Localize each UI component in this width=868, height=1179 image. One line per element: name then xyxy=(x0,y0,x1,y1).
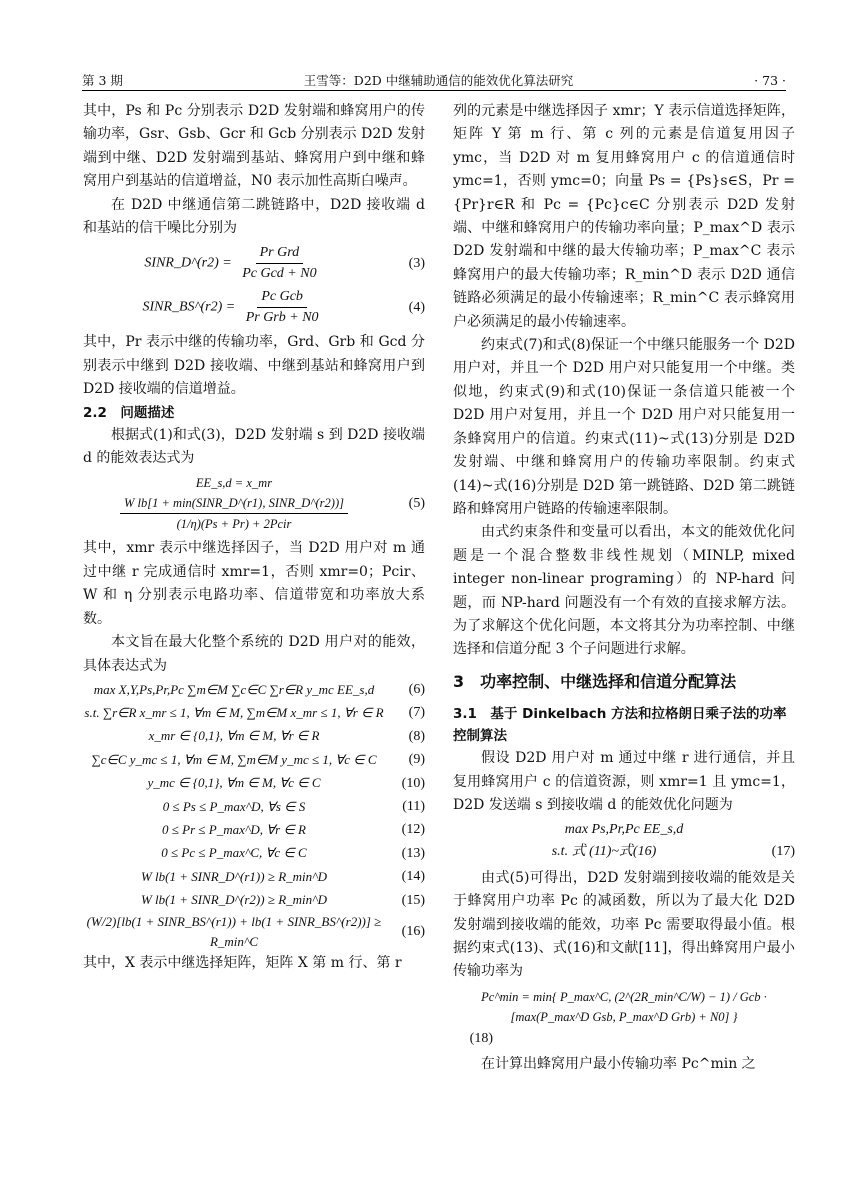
equation-text: W lb(1 + SINR_D^(r1)) ≥ R_min^D xyxy=(140,868,328,884)
section-heading-3: 3 功率控制、中继选择和信道分配算法 xyxy=(453,671,737,691)
equation-number: (9) xyxy=(408,752,425,768)
equation-text: ∑c∈C y_mc ≤ 1, ∀m ∈ M, ∑m∈M y_mc ≤ 1, ∀c ∈ C xyxy=(91,751,377,767)
equation-row xyxy=(83,701,425,724)
issue-number: 第 3 期 xyxy=(82,73,123,88)
equation-3 xyxy=(83,243,425,284)
equation-row xyxy=(83,772,425,795)
running-header xyxy=(82,70,786,90)
paragraph: 在 D2D 中继通信第二跳链路中，D2D 接收端 d 和基站的信干噪比分别为 xyxy=(83,196,425,237)
eq-lhs: SINR_BS^(r2) = xyxy=(142,300,236,316)
equation-text: max X,Y,Ps,Pr,Pc ∑m∈M ∑c∈C ∑r∈R y_mc EE_s,d xyxy=(93,681,375,697)
equation-number: (7) xyxy=(408,705,425,721)
equation-number: (5) xyxy=(408,496,425,512)
equation-text: 0 ≤ Ps ≤ P_max^D, ∀s ∈ S xyxy=(162,798,306,814)
header-rule xyxy=(82,90,786,91)
equation-5 xyxy=(83,473,425,534)
equation-number: (12) xyxy=(401,822,425,838)
equation-text: 0 ≤ Pr ≤ P_max^D, ∀r ∈ R xyxy=(162,822,306,838)
eq-numerator: Pc Gcb xyxy=(257,287,307,308)
eq-denominator: Pr Grb + N0 xyxy=(245,310,319,326)
paragraph: 假设 D2D 用户对 m 通过中继 r 进行通信，并且复用蜂窝用户 c 的信道资源，则 xmr=1 且 ymc=1，D2D 发送端 s 到接收端 d 的能效优化问题为 xyxy=(453,750,795,813)
paragraph: 由式约束条件和变量可以看出，本文的能效优化问题是一个混合整数非线性规划（MINLP, mixed integer non-linear programing）的 NP-hard 问题，而 NP-hard 问题没有一个有效的直接求解方法。为了求解这个优化问题，本文将其分为功率控制、中继选择和信道分配 3 个子问题进行求解。 xyxy=(453,524,795,658)
equation-row xyxy=(83,795,425,818)
optimization-problem xyxy=(83,678,425,952)
equation-number: (15) xyxy=(401,892,425,908)
equation-text: y_mc ∈ {0,1}, ∀m ∈ M, ∀c ∈ C xyxy=(147,775,321,791)
paragraph: 其中，Pr 表示中继的传输功率，Grd、Grb 和 Gcd 分别表示中继到 D2D 接收端、中继到基站和蜂窝用户到 D2D 接收端的信道增益。 xyxy=(83,334,425,398)
paragraph: 约束式(7)和式(8)保证一个中继只能服务一个 D2D 用户对，并且一个 D2D 用户对只能复用一个中继。类似地，约束式(9)和式(10)保证一条信道只能被一个 D2D 用户对复用，并且一个 D2D 用户对只能复用一条蜂窝用户的信道。约束式(11)~式(13)分别是 D2D 发射端、中继和蜂窝用户的传输功率限制。约束式(14)~式(16)分别是 D2D 第一跳链路、D2D 第二跳链路和蜂窝用户链路的传输速率限制。 xyxy=(453,337,795,517)
eq-objective: max Ps,Pr,Pc EE_s,d xyxy=(564,822,684,838)
equation-number: (6) xyxy=(408,681,425,697)
equation-number: (4) xyxy=(408,300,425,316)
equation-row xyxy=(83,912,425,952)
eq-numerator: W lb[1 + min(SINR_D^(r1), SINR_D^(r2))] xyxy=(120,493,348,514)
eq-lhs: EE_s,d = x_mr xyxy=(195,476,273,491)
eq-constraint: s.t. 式 (11)~式(16) xyxy=(551,844,657,860)
equation-18 xyxy=(453,987,795,1050)
page-number: · 73 · xyxy=(754,72,786,88)
equation-4 xyxy=(83,287,425,328)
paragraph: 根据式(1)和式(3)，D2D 发射端 s 到 D2D 接收端 d 的能效表达式为 xyxy=(83,426,425,467)
eq-lhs: SINR_D^(r2) = xyxy=(144,256,232,272)
equation-row xyxy=(83,818,425,841)
equation-text: s.t. ∑r∈R x_mr ≤ 1, ∀m ∈ M, ∑m∈M x_mr ≤ 1, ∀r ∈ R xyxy=(84,705,384,721)
equation-number: (3) xyxy=(408,256,425,272)
equation-row xyxy=(83,678,425,701)
paragraph: 列的元素是中继选择因子 xmr；Y 表示信道选择矩阵，矩阵 Y 第 m 行、第 c 列的元素是信道复用因子 ymc，当 D2D 对 m 复用蜂窝用户 c 的信道通信时 ymc=1，否则 ymc=0；向量 Ps = {Ps}s∈S，Pr = {Pr}r∈R 和 Pc = {Pc}c∈C 分别表示 D2D 发射端、中继和蜂窝用户的传输功率向量；P_max^D 表示 D2D 发射端和中继的最大传输功率；P_max^C 表示蜂窝用户的最大传输功率；R_min^D 表示 D2D 通信链路必须满足的最小传输速率；R_min^C 表示蜂窝用户必须满足的最小传输速率。 xyxy=(453,103,795,330)
equation-number: (8) xyxy=(408,728,425,744)
equation-number: (10) xyxy=(401,775,425,791)
equation-text: 0 ≤ Pc ≤ P_max^C, ∀c ∈ C xyxy=(161,845,307,861)
equation-row xyxy=(83,748,425,771)
equation-row xyxy=(83,865,425,888)
equation-text: (W/2)[lb(1 + SINR_BS^(r1)) + lb(1 + SINR_BS^(r2))] ≥ R_min^C xyxy=(86,913,382,949)
left-column xyxy=(83,100,425,975)
running-title: 王雪等：D2D 中继辅助通信的能效优化算法研究 xyxy=(303,73,574,88)
paragraph: 在计算出蜂窝用户最小传输功率 Pc^min 之 xyxy=(481,1056,756,1073)
paragraph: 其中，X 表示中继选择矩阵，矩阵 X 第 m 行、第 r xyxy=(83,954,402,971)
equation-number: (17) xyxy=(771,844,795,860)
section-heading-3-1: 3.1 基于 Dinkelbach 方法和拉格朗日乘子法的功率控制算法 xyxy=(453,706,787,745)
eq-denominator: (1/η)(Ps + Pr) + 2Pcir xyxy=(176,517,292,532)
eq-numerator: Pr Grd xyxy=(256,243,304,264)
equation-number: (11) xyxy=(402,798,425,814)
equation-row xyxy=(83,725,425,748)
equation-row xyxy=(83,842,425,865)
paragraph: 其中，Ps 和 Pc 分别表示 D2D 发射端和蜂窝用户的传输功率，Gsr、Gsb、Gcr 和 Gcb 分别表示 D2D 发射端到中继、D2D 发射端到基站、蜂窝用户到中继和蜂窝用户到基站的信道增益，N0 表示加性高斯白噪声。 xyxy=(83,103,425,190)
paragraph: 由式(5)可得出，D2D 发射端到接收端的能效是关于蜂窝用户功率 Pc 的减函数，所以为了最大化 D2D 发射端到接收端的能效，功率 Pc 需要取得最小值。根据约束式(13)、式(16)和文献[11]，得出蜂窝用户最小传输功率为 xyxy=(453,869,795,980)
equation-number: (18) xyxy=(469,1030,493,1046)
equation-number: (13) xyxy=(401,845,425,861)
paragraph: 本文旨在最大化整个系统的 D2D 用户对的能效，具体表达式为 xyxy=(83,634,425,674)
equation-row xyxy=(83,889,425,912)
paragraph: 其中，xmr 表示中继选择因子，当 D2D 用户对 m 通过中继 r 完成通信时 xmr=1，否则 xmr=0；Pcir、W 和 η 分别表示电路功率、信道带宽和功率放大系数。 xyxy=(83,540,425,627)
eq-body: Pc^min = min{ P_max^C, (2^(2R_min^C/W) − 1) / Gcb · [max(P_max^D Gsb, P_max^D Grb) + N0] } xyxy=(481,989,767,1024)
equation-17 xyxy=(453,820,795,863)
eq-denominator: Pc Gcd + N0 xyxy=(242,266,317,282)
equation-number: (14) xyxy=(401,869,425,885)
right-column xyxy=(453,100,795,1077)
equation-text: x_mr ∈ {0,1}, ∀m ∈ M, ∀r ∈ R xyxy=(148,728,320,744)
section-heading-2-2: 2.2 问题描述 xyxy=(83,404,175,421)
equation-text: W lb(1 + SINR_D^(r2)) ≥ R_min^D xyxy=(140,892,328,908)
equation-number: (16) xyxy=(401,924,425,940)
